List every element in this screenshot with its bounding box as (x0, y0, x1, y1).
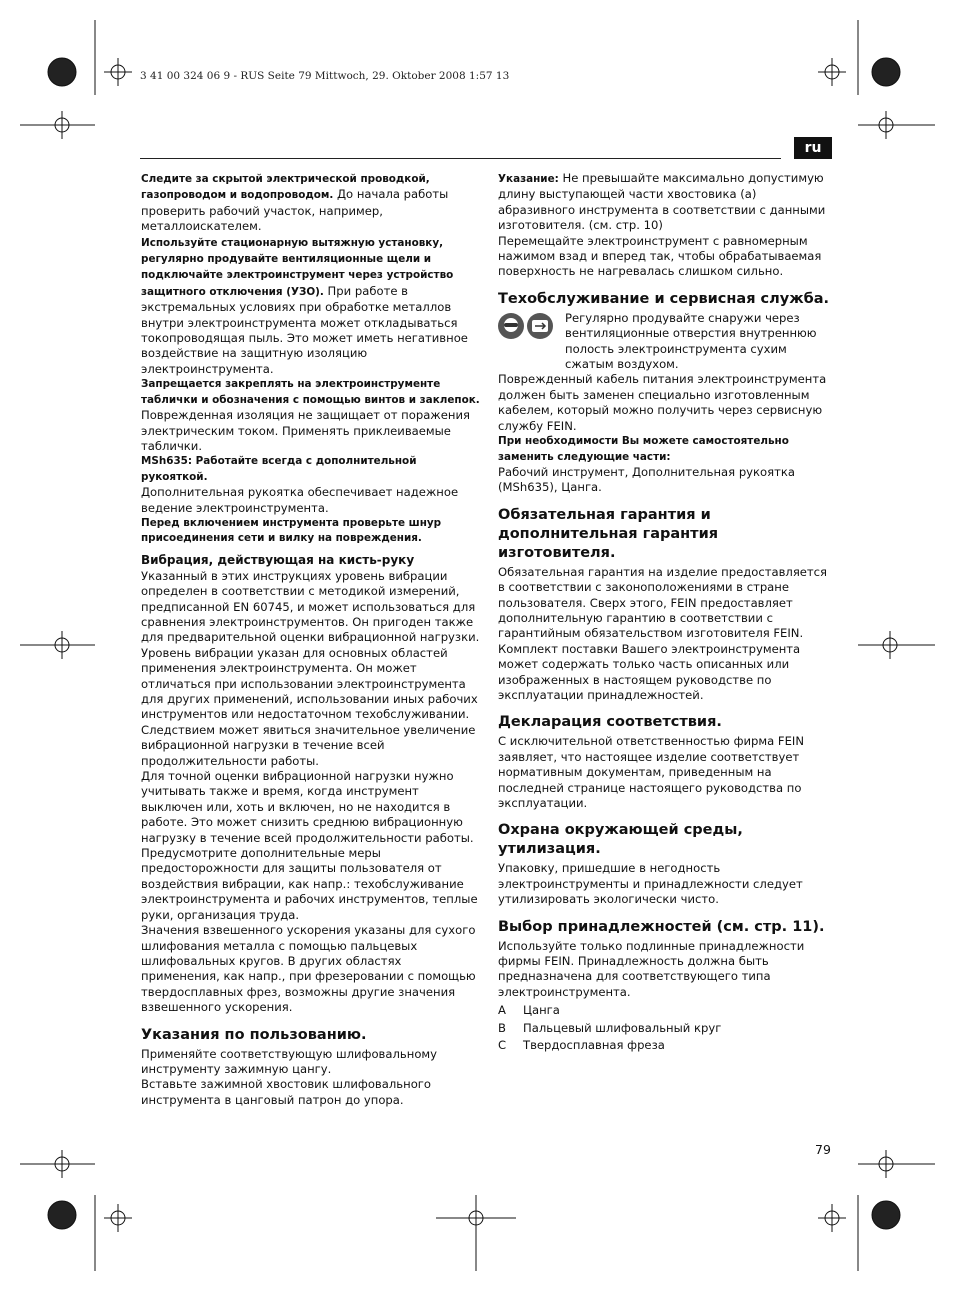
blow-out-icon (527, 313, 553, 339)
paragraph-usage-2: Вставьте зажимной хвостовик шлифовального инструмента в цанговый патрон до упора. (141, 1077, 431, 1107)
paragraph-movement: Перемещайте электроинструмент с равномерным нажимом взад и вперед так, чтобы обрабатываемая поверхность не нагревалась слишком сильно. (498, 233, 822, 279)
paragraph-replaceable-parts: При необходимости Вы можете самостоятельно заменить следующие части: (498, 435, 789, 463)
paragraph-extraction: Используйте стационарную вытяжную установку, регулярно продувайте вентиляционные щели и подключайте электроинструмент через устройство защитного отключения (УЗО). При работе в экстремальных условиях при обработке металлов внутри электроинструмента может откладываться токопроводящая пыль. Это может иметь негативное воздействие на защитную изоляцию электроинструмента. (141, 236, 468, 376)
paragraph-usage-1: Применяйте соответствующую шлифовальному инструменту зажимную цангу. (141, 1046, 438, 1076)
heading-warranty: Обязательная гарантия и дополнительная гарантия изготовителя. (498, 506, 719, 561)
service-icon-row (498, 311, 836, 373)
right-column (498, 171, 836, 1055)
accessory-list (498, 1002, 836, 1055)
paragraph-environment: Упаковку, пришедшие в негодность электроинструменты и принадлежности следует утилизировать экологически чисто. (498, 861, 803, 907)
paragraph-service-3: Рабочий инструмент, Дополнительная рукоятка (MSh635), Цанга. (498, 464, 795, 495)
paragraph-vibration-3: Для точной оценки вибрационной нагрузки нужно учитывать также и время, когда инструмент выключен или, хоть и включен, но не находится в работе. Это может снизить среднюю вибрационную нагрузку в течение всей продолжительности работы. (141, 769, 474, 845)
page-number: 79 (815, 1142, 831, 1157)
paragraph-aux-handle: Дополнительная рукоятка обеспечивает надежное ведение электроинструмента. (141, 485, 459, 515)
paragraph-vibration-1: Указанный в этих инструкциях уровень вибрации определен в соответствии с методикой измерений, предписанной EN 60745, и может использоваться для сравнения электроинструментов. Он пригоден также для предварительной оценки вибрационной нагрузки. (141, 568, 480, 645)
heading-usage: Указания по пользованию. (141, 1026, 367, 1043)
print-header: 3 41 00 324 06 9 - RUS Seite 79 Mittwoch, 29. Oktober 2008 1:57 13 (140, 70, 510, 82)
paragraph-cord-check: Перед включением инструмента проверьте шнур присоединения сети и вилку на повреждения. (141, 516, 442, 545)
service-icons (498, 313, 553, 339)
header-rule (140, 158, 781, 159)
language-badge: ru (794, 137, 832, 159)
paragraph-insulation: Поврежденная изоляция не защищает от поражения электрическим током. Применять приклеиваемые таблички. (141, 408, 470, 453)
paragraph-vibration-2: Уровень вибрации указан для основных областей применения электроинструмента. Он может отличаться при использовании электроинструмента для других применений, использовании иных рабочих инструментов или недостаточном техобслуживании. Следствием может явиться значительное увеличение вибрационной нагрузки в течение всей продолжительности работы. (141, 645, 478, 768)
paragraph-warranty-1: Обязательная гарантия на изделие предоставляется в соответствии с законоположениями в стране пользователя. Сверх этого, FEIN предоставляет дополнительную гарантию в соответствии с гарантийным обязательством изготовителя FEIN. (498, 564, 828, 641)
heading-accessories: Выбор принадлежностей (см. стр. 11). (498, 918, 825, 935)
list-item: C Твердосплавная фреза (498, 1038, 665, 1053)
paragraph-service-1: Регулярно продувайте снаружи через вентиляционные отверстия внутреннюю полость электроинструмента сухим сжатым воздухом. (565, 310, 817, 372)
list-item: A Цанга (498, 1003, 560, 1018)
paragraph-service-2: Поврежденный кабель питания электроинструмента должен быть заменен специально изготовленным кабелем, который можно получить через сервисную службу FEIN. (498, 372, 827, 433)
safety-goggles-icon (498, 313, 524, 339)
left-column (141, 171, 481, 1108)
paragraph-plates-warning: Запрещается закреплять на электроинструменте таблички и обозначения с помощью винтов и заклепок. (141, 378, 480, 406)
paragraph-declaration: С исключительной ответственностью фирма FEIN заявляет, что настоящее изделие соответствует нормативным документам, приведенным на последней странице настоящего руководства по эксплуатации. (498, 734, 805, 810)
heading-environment: Охрана окружающей среды, утилизация. (498, 822, 743, 858)
paragraph-vibration-5: Значения взвешенного ускорения указаны для сухого шлифования металла с помощью пальцевых шлифовальных кругов. В других областях применения, как напр., при фрезеровании с помощью твердосплавных фрез, возможны другие значения взвешенного ускорения. (141, 923, 476, 1015)
heading-service: Техобслуживание и сервисная служба. (498, 290, 830, 307)
paragraph-wiring: Следите за скрытой электрической проводкой, газопроводом и водопроводом. До начала работы проверить рабочий участок, например, металлоискателем. (141, 173, 449, 234)
paragraph-msh635: MSh635: Работайте всегда с дополнительной рукояткой. (141, 455, 417, 483)
heading-vibration: Вибрация, действующая на кисть-руку (141, 552, 415, 567)
paragraph-note: Указание: Не превышайте максимально допустимую длину выступающей части хвостовика (а) абразивного инструмента в соответствии с данными изготовителя. (см. стр. 10) (498, 171, 826, 233)
list-item: B Пальцевый шлифовальный круг (498, 1020, 722, 1035)
paragraph-vibration-4: Предусмотрите дополнительные меры предосторожности для защиты пользователя от воздействия вибрации, как напр.: техобслуживание электроинструмента и рабочих инструментов, теплые руки, организация труда. (141, 846, 478, 922)
paragraph-accessories: Используйте только подлинные принадлежности фирмы FEIN. Принадлежность должна быть предназначена для соответствующего типа электроинструмента. (498, 938, 805, 999)
heading-declaration: Декларация соответствия. (498, 714, 722, 731)
paragraph-warranty-2: Комплект поставки Вашего электроинструмента может содержать только часть описанных или изображенных в настоящем руководстве по эксплуатации принадлежностей. (498, 641, 801, 702)
